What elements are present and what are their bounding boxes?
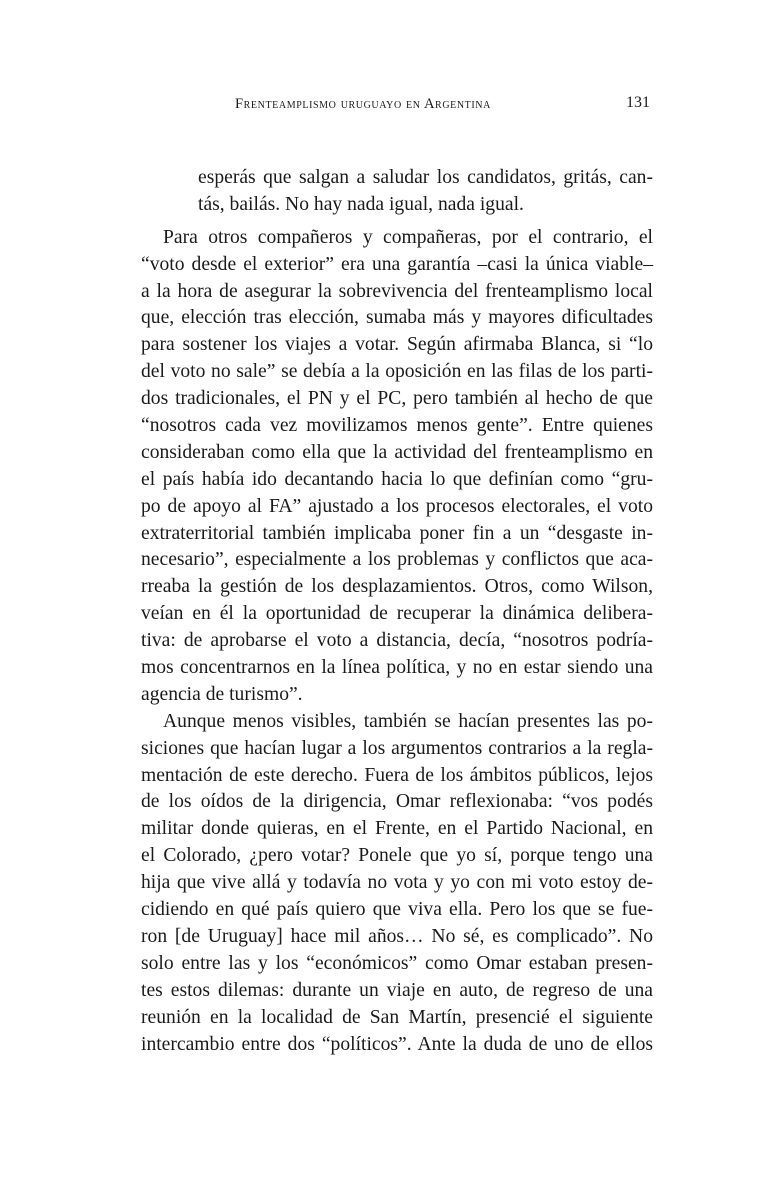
- page-number: 131: [626, 94, 650, 111]
- paragraph-line: siciones que hacían lugar a los argumentos contrarios a la regla-: [141, 737, 653, 759]
- paragraph-1: [141, 225, 653, 709]
- paragraph-line: que, elección tras elección, sumaba más y mayores dificultades: [141, 307, 653, 329]
- paragraph-line: tes estos dilemas: durante un viaje en auto, de regreso de una: [141, 979, 653, 1001]
- paragraph-line: Para otros compañeros y compañeras, por el contrario, el: [163, 226, 653, 248]
- quote-line: tás, bailás. No hay nada igual, nada igual.: [198, 193, 524, 215]
- paragraph-line: po de apoyo al FA” ajustado a los procesos electorales, el voto: [141, 495, 653, 517]
- paragraph-line: intercambio entre dos “políticos”. Ante la duda de uno de ellos: [141, 1033, 653, 1055]
- paragraph-line: reunión en la localidad de San Martín, presencié el siguiente: [141, 1006, 653, 1028]
- paragraph-line: cidiendo en qué país quiero que viva ella. Pero los que se fue-: [141, 899, 653, 921]
- paragraph-line: para sostener los viajes a votar. Según afirmaba Blanca, si “lo: [141, 334, 653, 356]
- paragraph-line: tiva: de aprobarse el voto a distancia, decía, “nosotros podría-: [141, 630, 653, 652]
- paragraph-line: veían en él la oportunidad de recuperar la dinámica delibera-: [141, 603, 653, 625]
- paragraph-line: el país había ido decantando hacia lo que definían como “gru-: [141, 468, 653, 490]
- paragraph-line: “voto desde el exterior” era una garantía –casi la única viable–: [141, 253, 653, 275]
- paragraph-line: consideraban como ella que la actividad del frenteamplismo en: [141, 441, 653, 463]
- paragraph-line: agencia de turismo”.: [141, 683, 303, 705]
- paragraph-line: “nosotros cada vez movilizamos menos gente”. Entre quienes: [141, 415, 653, 437]
- paragraph-line: ron [de Uruguay] hace mil años… No sé, es complicado”. No: [141, 925, 653, 947]
- block-quote: [141, 165, 653, 219]
- paragraph-line: a la hora de asegurar la sobrevivencia del frenteamplismo local: [141, 280, 653, 302]
- paragraph-line: mos concentrarnos en la línea política, y no en estar siendo una: [141, 657, 653, 679]
- paragraph-line: el Colorado, ¿pero votar? Ponele que yo sí, porque tengo una: [141, 845, 653, 867]
- paragraph-line: militar donde quieras, en el Frente, en el Partido Nacional, en: [141, 818, 653, 840]
- paragraph-line: Aunque menos visibles, también se hacían presentes las po-: [163, 710, 653, 732]
- body-text: [141, 165, 653, 1058]
- paragraph-line: extraterritorial también implicaba poner fin a un “desgaste in-: [141, 522, 653, 544]
- paragraph-line: de los oídos de la dirigencia, Omar reflexionaba: “vos podés: [141, 791, 653, 813]
- paragraph-line: mentación de este derecho. Fuera de los ámbitos públicos, lejos: [141, 764, 653, 786]
- paragraph-line: del voto no sale” se debía a la oposición en las filas de los parti-: [141, 361, 653, 383]
- paragraph-line: necesario”, especialmente a los problemas y conflictos que aca-: [141, 549, 653, 571]
- paragraph-line: dos tradicionales, el PN y el PC, pero también al hecho de que: [141, 388, 653, 410]
- quote-line: esperás que salgan a saludar los candidatos, gritás, can-: [198, 167, 653, 188]
- paragraph-line: rreaba la gestión de los desplazamientos. Otros, como Wilson,: [141, 576, 653, 598]
- paragraph-2: [141, 709, 653, 1059]
- running-header: Frenteamplismo uruguayo en Argentina: [235, 96, 491, 112]
- paragraph-line: solo entre las y los “económicos” como Omar estaban presen-: [141, 952, 653, 974]
- paragraph-line: hija que vive allá y todavía no vota y yo con mi voto estoy de-: [141, 872, 653, 894]
